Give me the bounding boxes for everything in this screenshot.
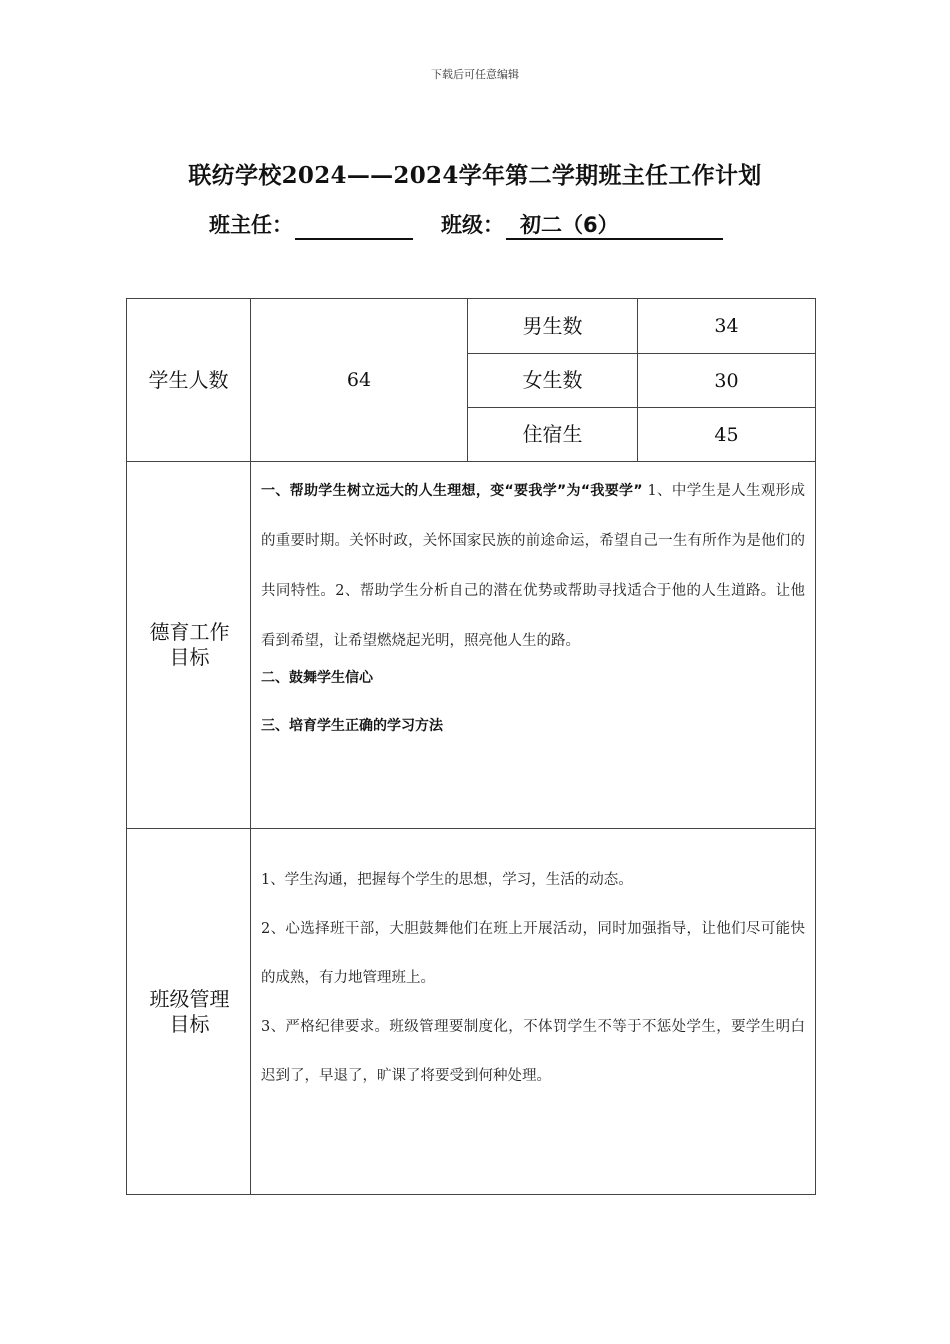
table-row bbox=[127, 462, 816, 829]
management-item-3: 3、严格纪律要求。班级管理要制度化，不体罚学生不等于不惩处学生，要学生明白迟到了，早退了，旷课了将要受到何种处理。 bbox=[261, 1019, 805, 1084]
students-total-cell bbox=[251, 299, 468, 462]
students-label: 学生人数 bbox=[148, 367, 229, 392]
boys-value-cell bbox=[638, 299, 816, 354]
moral-label-cell bbox=[127, 462, 251, 829]
boys-label-cell bbox=[468, 299, 638, 354]
moral-heading-3: 三、培育学生正确的学习方法 bbox=[261, 718, 443, 734]
boarders-value: 45 bbox=[714, 423, 739, 446]
boarders-value-cell bbox=[638, 408, 816, 462]
boarders-label-cell bbox=[468, 408, 638, 462]
class-value: 初二（6） bbox=[506, 212, 723, 240]
header-note: 下载后可任意编辑 bbox=[431, 68, 519, 81]
table-row bbox=[127, 299, 816, 354]
students-label-cell bbox=[127, 299, 251, 462]
plan-table bbox=[126, 298, 816, 1195]
management-label: 班级管理目标 bbox=[149, 986, 230, 1036]
girls-value-cell bbox=[638, 354, 816, 408]
moral-paragraph-text: 1、中学生是人生观形成的重要时期。关怀时政，关怀国家民族的前途命运，希望自己一生有所作为是他们的共同特性。2、帮助学生分析自己的潜在优势或帮助寻找适合于他的人生道路。让他看到希望，让希望燃烧起光明，照亮他人生的路。 bbox=[261, 483, 805, 649]
document-title: 联纺学校2024——2024学年第二学期班主任工作计划 bbox=[188, 162, 762, 189]
management-item-1: 1、学生沟通，把握每个学生的思想，学习，生活的动态。 bbox=[261, 872, 633, 888]
moral-heading-2: 二、鼓舞学生信心 bbox=[261, 670, 373, 686]
girls-value: 30 bbox=[714, 369, 739, 392]
teacher-blank bbox=[295, 216, 413, 240]
teacher-label: 班主任： bbox=[209, 213, 293, 237]
boys-value: 34 bbox=[714, 315, 739, 337]
management-label-cell bbox=[127, 829, 251, 1195]
class-label: 班级： bbox=[441, 213, 504, 237]
management-content-cell bbox=[251, 829, 816, 1195]
boys-label: 男生数 bbox=[522, 313, 583, 338]
moral-heading-1: 一、帮助学生树立远大的人生理想，变“要我学”为“我要学” bbox=[261, 483, 643, 499]
management-item-2: 2、心选择班干部，大胆鼓舞他们在班上开展活动，同时加强指导，让他们尽可能快的成熟，有力地管理班上。 bbox=[261, 921, 805, 986]
moral-paragraph bbox=[261, 466, 805, 666]
girls-label: 女生数 bbox=[522, 368, 583, 392]
moral-label: 德育工作目标 bbox=[149, 620, 230, 669]
subtitle-line bbox=[209, 209, 723, 240]
boarders-label: 住宿生 bbox=[522, 422, 583, 446]
girls-label-cell bbox=[468, 354, 638, 408]
moral-content-cell bbox=[251, 462, 816, 829]
students-total: 64 bbox=[346, 369, 372, 391]
table-row bbox=[127, 829, 816, 1195]
